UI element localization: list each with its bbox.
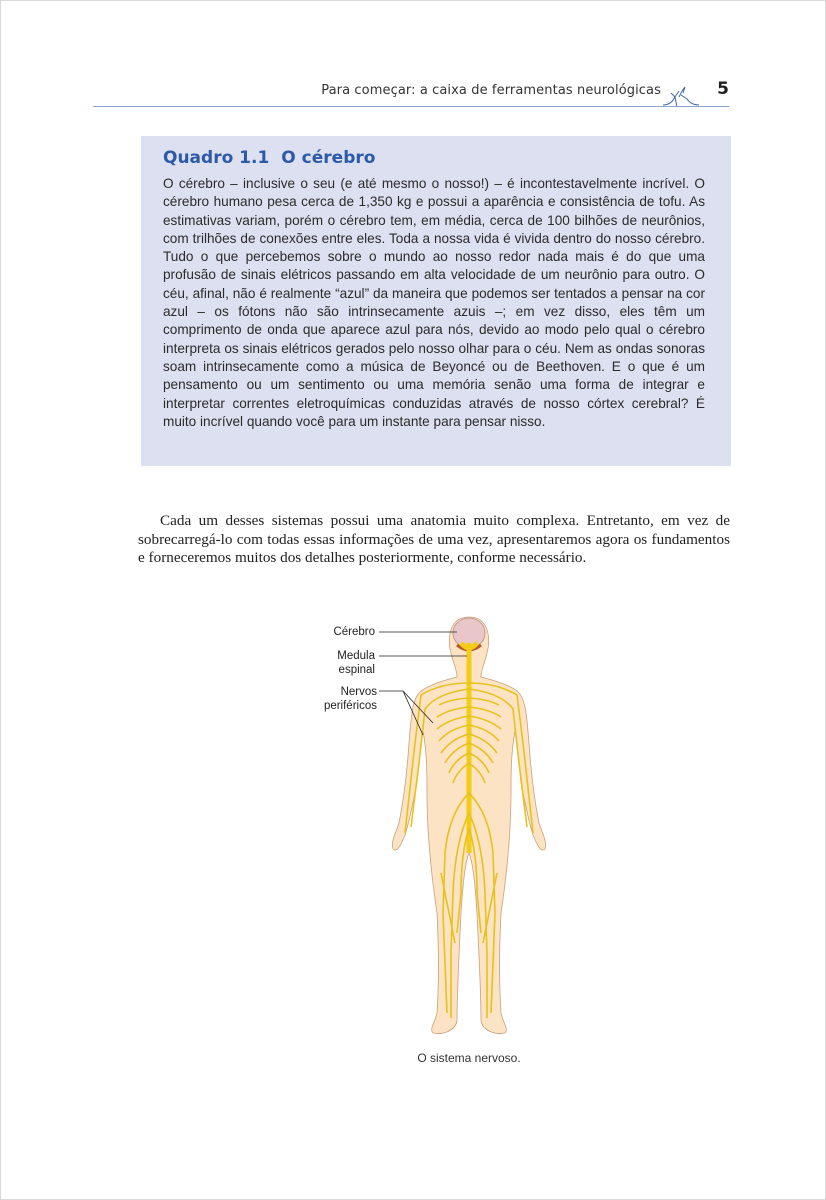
running-header	[93, 79, 731, 107]
human-body-illustration	[321, 613, 561, 1043]
figure-caption: O sistema nervoso.	[417, 1051, 521, 1065]
box-number: Quadro 1.1	[163, 148, 270, 168]
page-number: 5	[717, 79, 729, 99]
sidebar-box	[141, 136, 731, 466]
label-peripheral-nerves: Nervos periféricos	[323, 686, 377, 712]
label-spinal-cord: Medula espinal	[337, 650, 375, 676]
running-title: Para começar: a caixa de ferramentas neurológicas	[321, 83, 661, 98]
nervous-system-figure	[321, 613, 561, 1043]
box-text: O cérebro – inclusive o seu (e até mesmo o nosso!) – é incontestavelmente incrível. O cérebro humano pesa cerca de 1,350 kg e possui a aparência e consistência de tofu. As estimativas variam, porém o cérebro tem, em média, cerca de 100 bilhões de neurônios, com trilhões de conexões entre eles. Toda a nossa vida é vivida dentro do nosso cérebro. Tudo o que percebemos sobre o mundo ao nosso redor nada mais é do que uma profusão de sinais elétricos passando em alta velocidade de um neurônio para outro. O céu, afinal, não é realmente “azul” da maneira que podemos ser tentados a pensar na cor azul – os fótons não são intrinsecamente azuis –; em vez disso, eles têm um comprimento de onda que aparece azul para nós, devido ao modo pelo qual o cérebro interpreta os sinais elétricos gerados pelo nosso olhar para o céu. Nem as ondas sonoras soam intrinsecamente como a música de Beyoncé ou de Beethoven. E o que é um pensamento ou um sentimento ou uma memória senão uma forma de integrar e interpretar correntes eletroquímicas conduzidas através de nosso córtex cerebral? É muito incrível quando você para um instante para pensar nisso.	[163, 176, 705, 429]
box-title: O cérebro	[281, 148, 376, 168]
body-paragraph: Cada um desses sistemas possui uma anatomia muito complexa. Entretanto, em vez de sobrecarregá-lo com todas essas informações de uma vez, apresentaremos agora os fundamentos e forneceremos muitos dos detalhes posteriormente, conforme necessário.	[138, 512, 730, 566]
box-heading	[163, 148, 375, 168]
label-brain: Cérebro	[333, 626, 375, 638]
header-rule	[93, 106, 729, 107]
